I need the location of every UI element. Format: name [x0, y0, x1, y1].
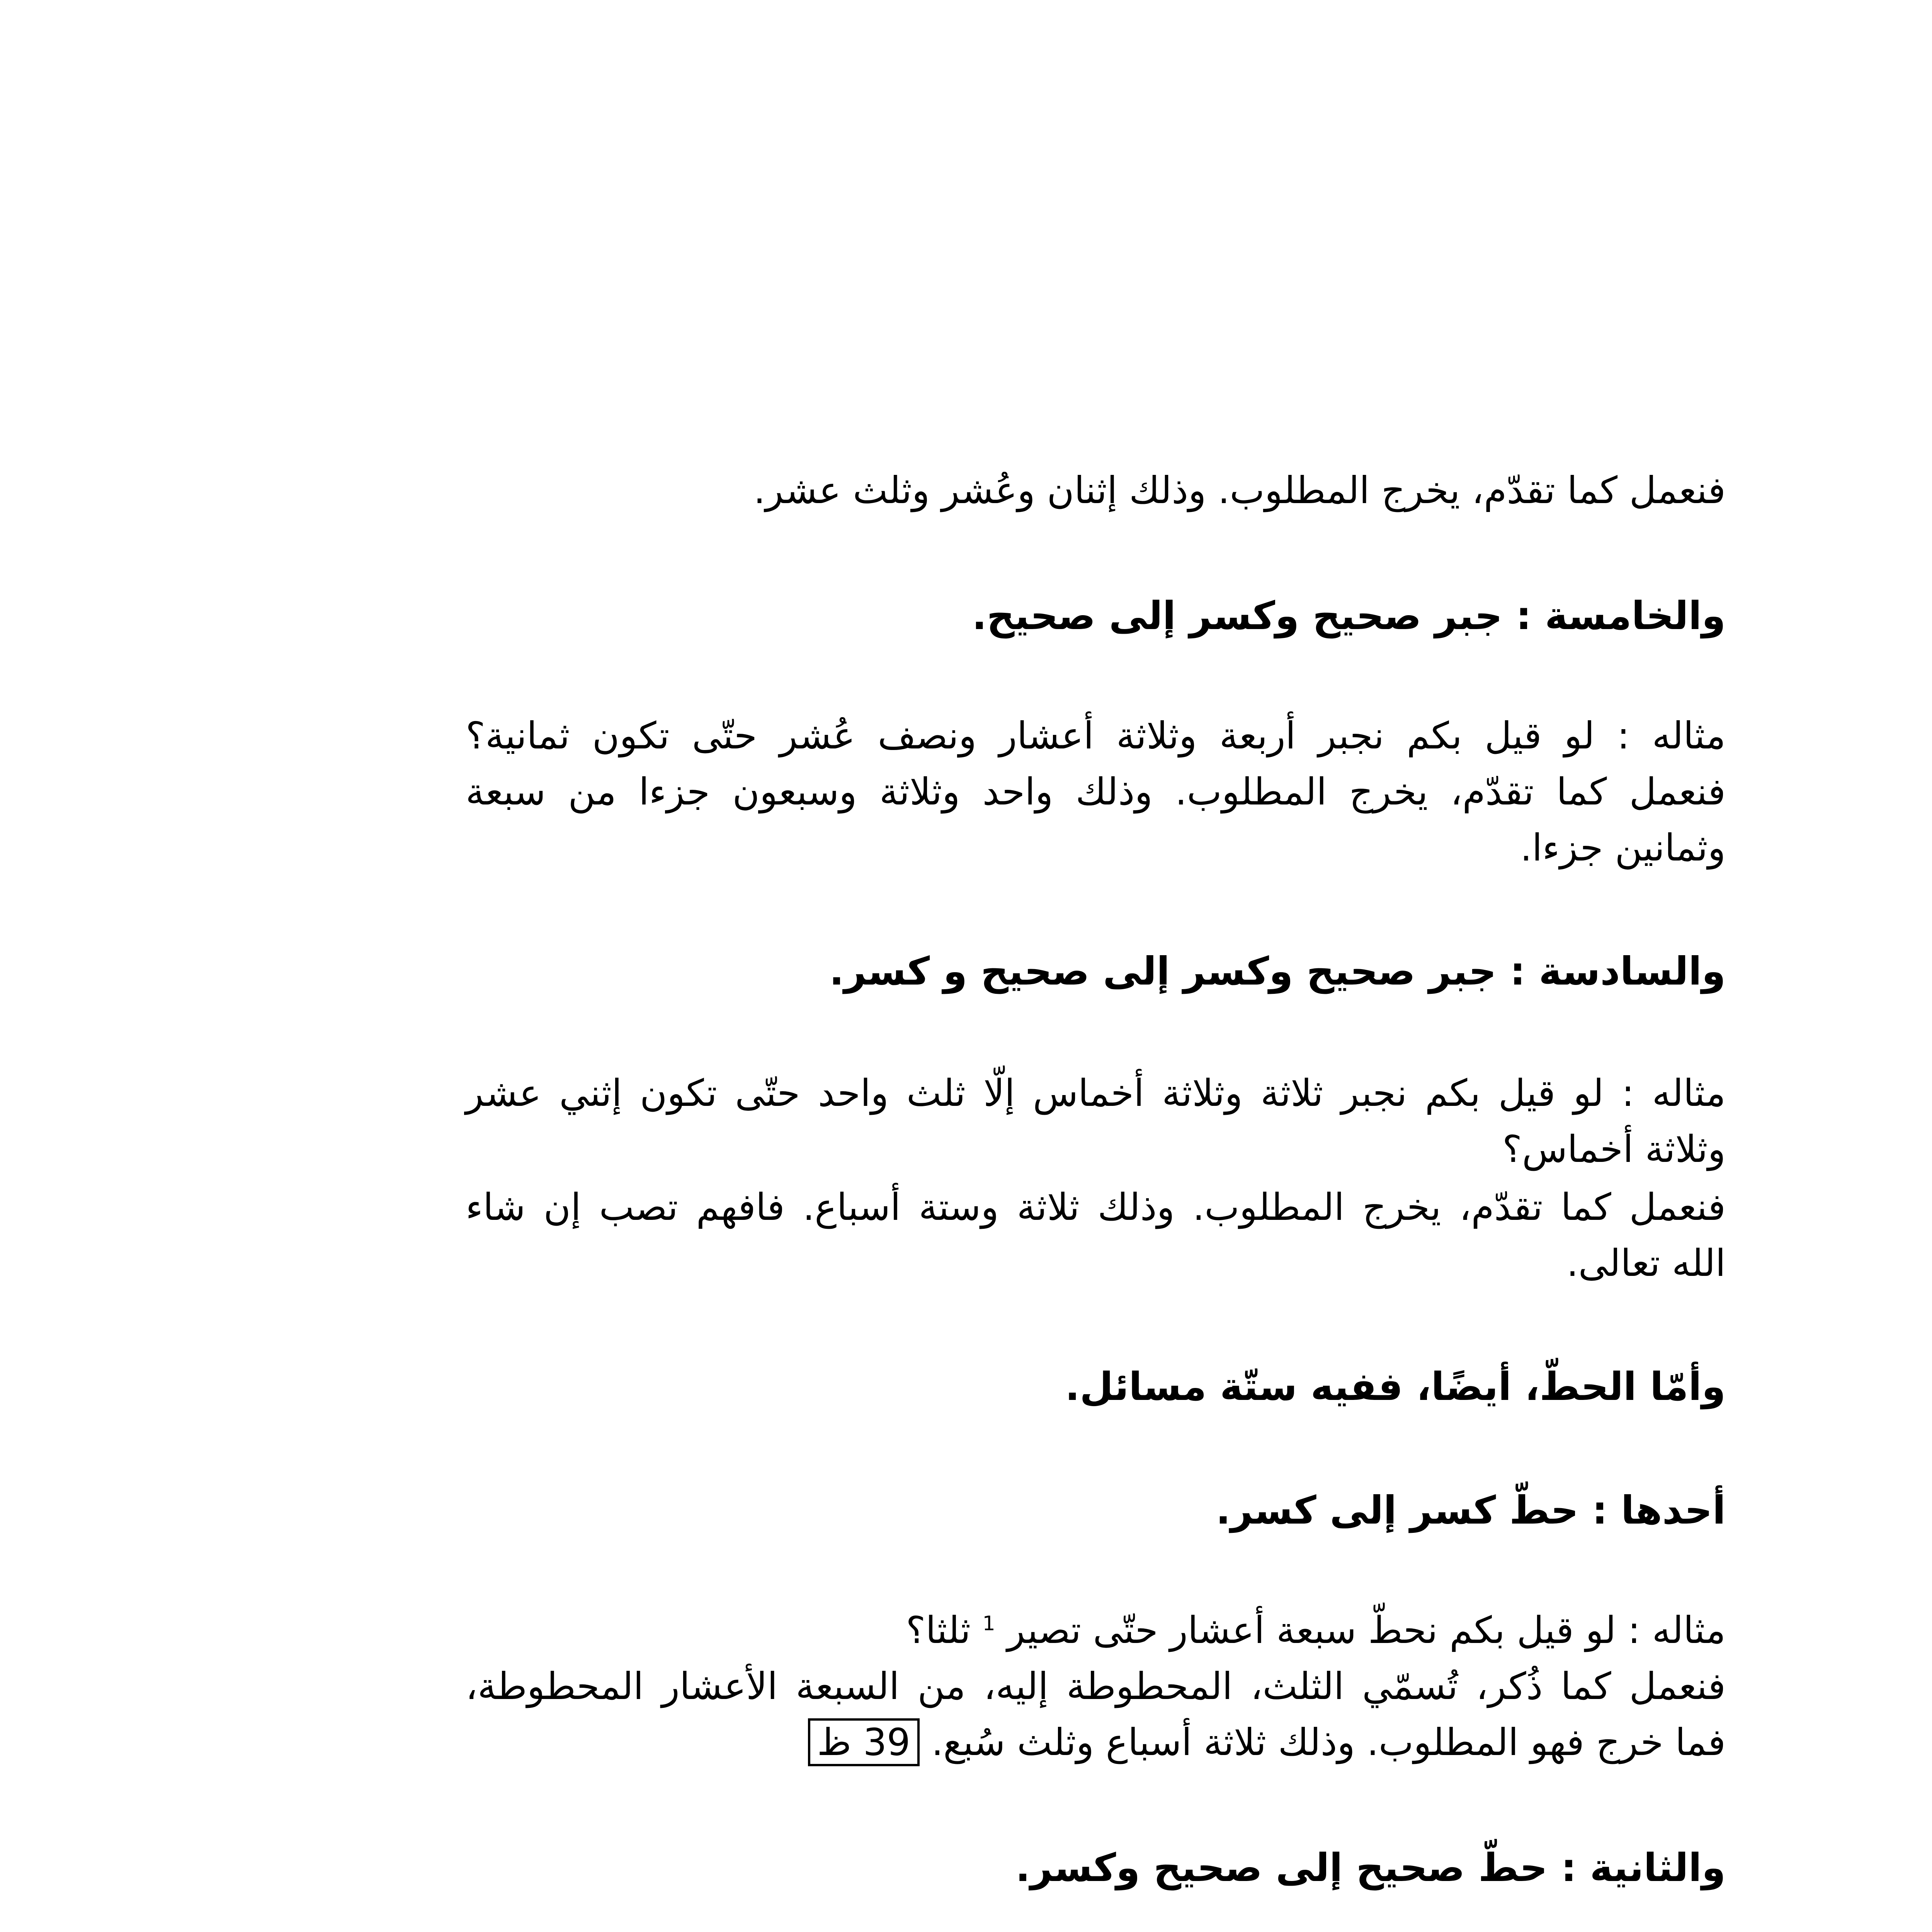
heading-fifth: والخامسة : جبر صحيح وكسر إلى صحيح.: [972, 593, 1726, 638]
heading-sixth: والسادسة : جبر صحيح وكسر إلى صحيح و كسر.: [829, 949, 1726, 994]
heading-second: والثانية : حطّ صحيح إلى صحيح وكسر.: [1015, 1845, 1726, 1890]
text-line-11-text: فما خرج فهو المطلوب. وذلك ثلاثة أسباع وثلث سُبع.: [931, 1721, 1726, 1764]
text-line-9-part-a: مثاله : لو قيل بكم نحطّ سبعة أعشار حتّى تصير: [1007, 1609, 1726, 1652]
heading-first: أحدها : حطّ كسر إلى كسر.: [1216, 1488, 1726, 1533]
text-line-10: فنعمل كما ذُكر، تُسمّي الثلث، المحطوطة إليه، من السبعة الأعشار المحطوطة،: [466, 1665, 1726, 1708]
text-line-2: مثاله : لو قيل بكم نجبر أربعة وثلاثة أعشار ونصف عُشر حتّى تكون ثمانية؟: [466, 714, 1726, 757]
footnote-ref-1: 1: [982, 1612, 995, 1635]
text-line-9: [906, 1605, 1726, 1655]
folio-marker-box: 39 ظ: [808, 1718, 920, 1766]
heading-hatt: وأمّا الحطّ، أيضًا، ففيه ستّة مسائل.: [1065, 1364, 1726, 1409]
text-line-6: وثلاثة أخماس؟: [1502, 1128, 1726, 1171]
text-line-1: فنعمل كما تقدّم، يخرج المطلوب. وذلك إثنان وعُشر وثلث عشر.: [753, 469, 1726, 512]
text-line-8: الله تعالى.: [1566, 1242, 1726, 1285]
text-line-11: [800, 1718, 1726, 1767]
text-line-3: فنعمل كما تقدّم، يخرج المطلوب. وذلك واحد وثلاثة وسبعون جزءا من سبعة: [466, 770, 1726, 813]
text-line-5: مثاله : لو قيل بكم نجبر ثلاثة وثلاثة أخماس إلّا ثلث واحد حتّى تكون إثني عشر: [466, 1071, 1726, 1115]
text-line-4: وثمانين جزءا.: [1520, 826, 1726, 869]
text-line-9-part-b: ثلثا؟: [906, 1609, 971, 1652]
text-line-7: فنعمل كما تقدّم، يخرج المطلوب. وذلك ثلاثة وستة أسباع. فافهم تصب إن شاء: [466, 1185, 1726, 1229]
